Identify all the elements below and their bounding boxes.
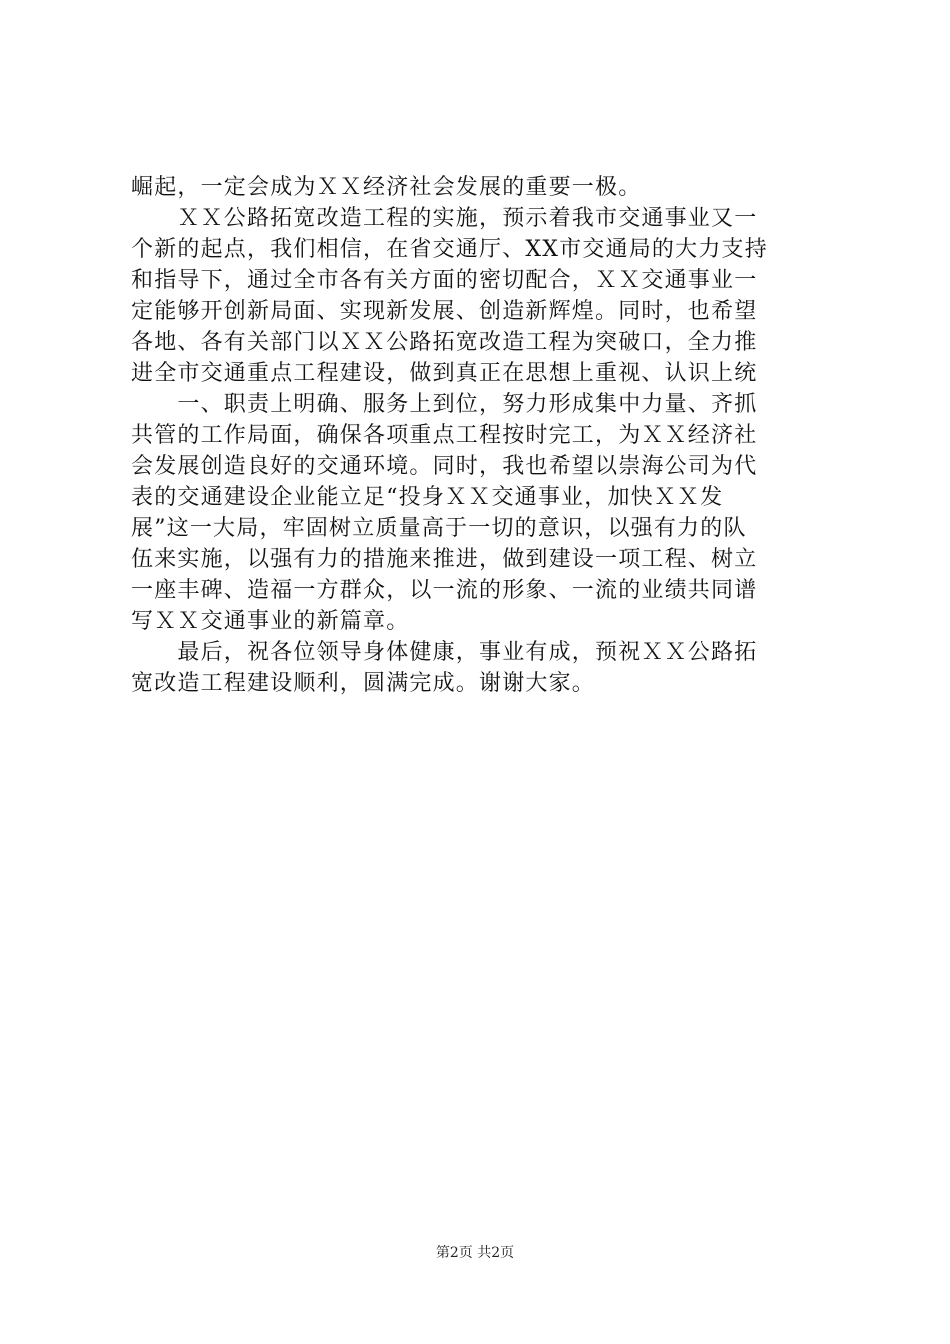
text-line: 和指导下，通过全市各有关方面的密切配合，ＸＸ交通事业一 xyxy=(131,268,758,293)
text-line: 写ＸＸ交通事业的新篇章。 xyxy=(131,609,410,634)
text-line: 宽改造工程建设顺利，圆满完成。谢谢大家。 xyxy=(131,671,596,696)
text-line: 伍来实施，以强有力的措施来推进，做到建设一项工程、树立 xyxy=(131,547,758,572)
text-line: 各地、各有关部门以ＸＸ公路拓宽改造工程为突破口，全力推 xyxy=(131,330,758,355)
body-text xyxy=(131,172,831,699)
text-line: 最后，祝各位领导身体健康，事业有成，预祝ＸＸ公路拓 xyxy=(131,640,758,665)
text-line: 崛起，一定会成为ＸＸ经济社会发展的重要一极。 xyxy=(131,175,642,200)
text-line: 一、职责上明确、服务上到位，努力形成集中力量、齐抓 xyxy=(131,392,758,417)
text-line: 进全市交通重点工程建设，做到真正在思想上重视、认识上统 xyxy=(131,361,758,386)
text-line: 会发展创造良好的交通环境。同时，我也希望以崇海公司为代 xyxy=(131,454,758,479)
page-number-footer: 第2页 共2页 xyxy=(435,1245,515,1261)
text-line: ＸＸ公路拓宽改造工程的实施，预示着我市交通事业又一 xyxy=(131,206,758,231)
text-line: 一座丰碑、造福一方群众，以一流的形象、一流的业绩共同谱 xyxy=(131,578,758,603)
text-line: 表的交通建设企业能立足“投身ＸＸ交通事业，加快ＸＸ发 xyxy=(131,485,724,510)
text-line: 共管的工作局面，确保各项重点工程按时完工，为ＸＸ经济社 xyxy=(131,423,758,448)
text-line: 展”这一大局，牢固树立质量高于一切的意识，以强有力的队 xyxy=(131,516,747,541)
text-line: 个新的起点，我们相信，在省交通厅、XX市交通局的大力支持 xyxy=(131,237,768,262)
text-line: 定能够开创新局面、实现新发展、创造新辉煌。同时，也希望 xyxy=(131,299,758,324)
